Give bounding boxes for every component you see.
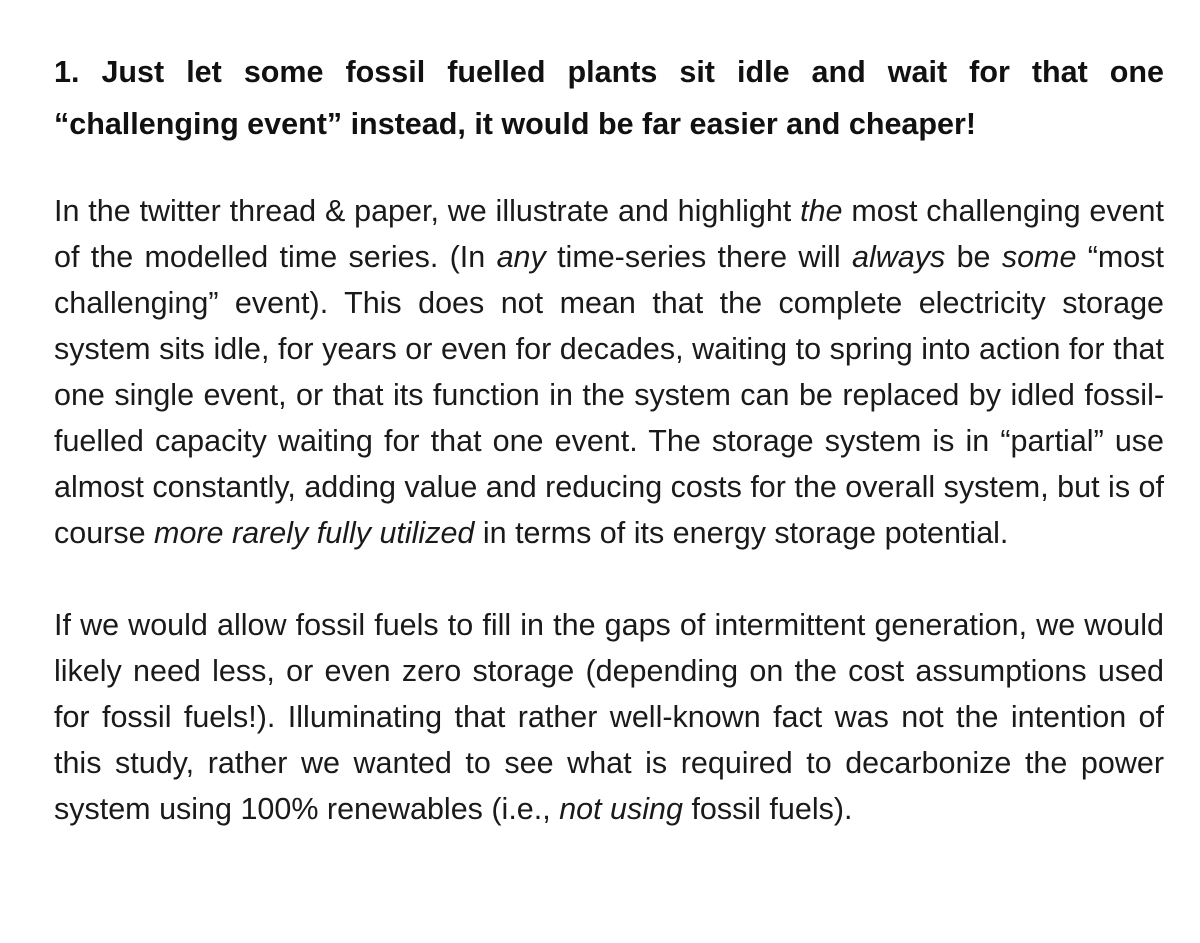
paragraph-1-text: be [945, 240, 1002, 274]
section-heading: 1. Just let some fossil fuelled plants sit idle and wait for that one “challenging event” instead, it would be far easier and cheaper! [54, 55, 1164, 141]
paragraph-1-emphasis: always [852, 240, 946, 274]
paragraph-1-text: “most challenging” event). This does not mean that the complete electricity storage system sits idle, for years or even for decades, waiting to spring into action for that one single event, or that its function in the system can be replaced by idled fossil-fuelled capacity waiting for that one event. The storage system is in “partial” use almost constantly, adding value and reducing costs for the overall system, but is of course [54, 240, 1164, 550]
paragraph-1-text: In the twitter thread & paper, we illustrate and highlight [54, 194, 801, 228]
paragraph-1 [54, 188, 1164, 556]
document-body [54, 46, 1164, 832]
paragraph-1-emphasis: more rarely fully utilized [154, 516, 475, 550]
paragraph-2 [54, 602, 1164, 832]
paragraph-1-emphasis: the [800, 194, 843, 228]
paragraph-1-text: time-series there will [545, 240, 853, 274]
paragraph-1-emphasis: some [1001, 240, 1077, 274]
paragraph-2-text: If we would allow fossil fuels to fill in the gaps of intermittent generation, we would likely need less, or even zero storage (depending on the cost assumptions used for fossil fuels!). Illuminating that rather well-known fact was not the intention of this study, rather we wanted to see what is required to decarbonize the power system using 100% renewables (i.e., [54, 608, 1164, 826]
paragraph-1-text: in terms of its energy storage potential. [474, 516, 1009, 550]
paragraph-1-text: most challenging event of the modelled time series. (In [54, 194, 1164, 274]
paragraph-1-emphasis: any [496, 240, 546, 274]
paragraph-2-emphasis: not using [559, 792, 683, 826]
paragraph-2-text: fossil fuels). [682, 792, 853, 826]
